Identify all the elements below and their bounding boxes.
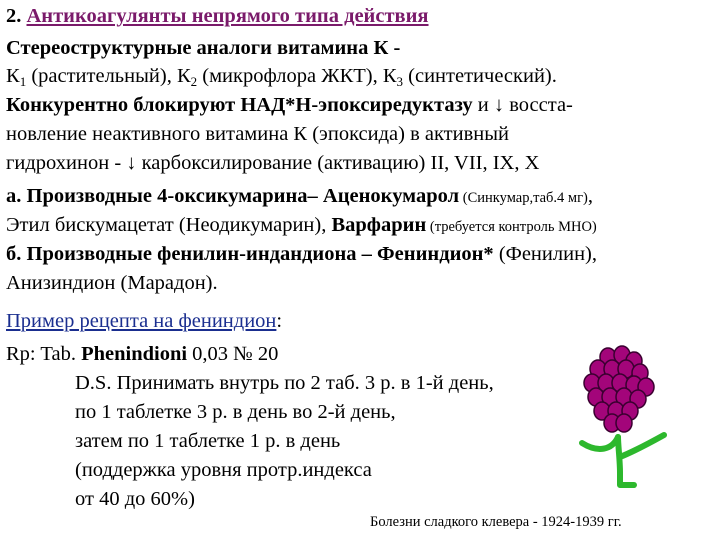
- derivative-a-cont: Этил бискумацетат (Неодикумарин), Варфарин (требуется контроль МНО): [6, 214, 597, 236]
- recipe-ds-4: (поддержка уровня протр.индекса: [75, 459, 372, 481]
- slide-title: [6, 4, 429, 28]
- recipe-ds-1: D.S. Принимать внутрь по 2 таб. 3 р. в 1-й день,: [75, 372, 494, 394]
- derivative-b: б. Производные фенилин-индандиона – Фениндион* (Фенилин),: [6, 243, 597, 265]
- clover-floret: [616, 414, 632, 432]
- recipe-link[interactable]: Пример рецепта на фениндион: [6, 310, 277, 332]
- recipe-ds-2: по 1 таблетке 3 р. в день во 2-й день,: [75, 401, 396, 423]
- mechanism-line-4: новление неактивного витамина К (эпоксида) в активный: [6, 123, 509, 145]
- caption: Болезни сладкого клевера - 1924-1939 гг.: [370, 514, 622, 530]
- recipe-ds-3: затем по 1 таблетке 1 р. в день: [75, 430, 341, 452]
- recipe-ds-5: от 40 до 60%): [75, 488, 195, 510]
- recipe-rp: Rp: Tab. Phenindioni 0,03 № 20: [6, 343, 279, 365]
- mechanism-line-1: Стереоструктурные аналоги витамина К -: [6, 37, 401, 59]
- title-text: Антикоагулянты непрямого типа действия: [26, 5, 429, 27]
- clover-flower-icon: [568, 345, 678, 495]
- title-number: 2.: [6, 5, 22, 27]
- mechanism-line-5: гидрохинон - ↓ карбоксилирование (активацию) II, VII, IX, X: [6, 152, 540, 174]
- derivative-b-cont: Анизиндион (Марадон).: [6, 272, 218, 294]
- derivative-a: а. Производные 4-оксикумарина– Аценокумарол (Синкумар,таб.4 мг),: [6, 185, 593, 207]
- mechanism-line-3: Конкурентно блокируют НАД*Н-эпоксиредуктазу и ↓ восста-: [6, 94, 573, 116]
- mechanism-line-2: $К_1$ (растительный), $К_2$ (микрофлора ЖКТ), $К_3$ (синтетический).: [6, 65, 557, 89]
- recipe-heading: Пример рецепта на фениндион:: [6, 310, 283, 332]
